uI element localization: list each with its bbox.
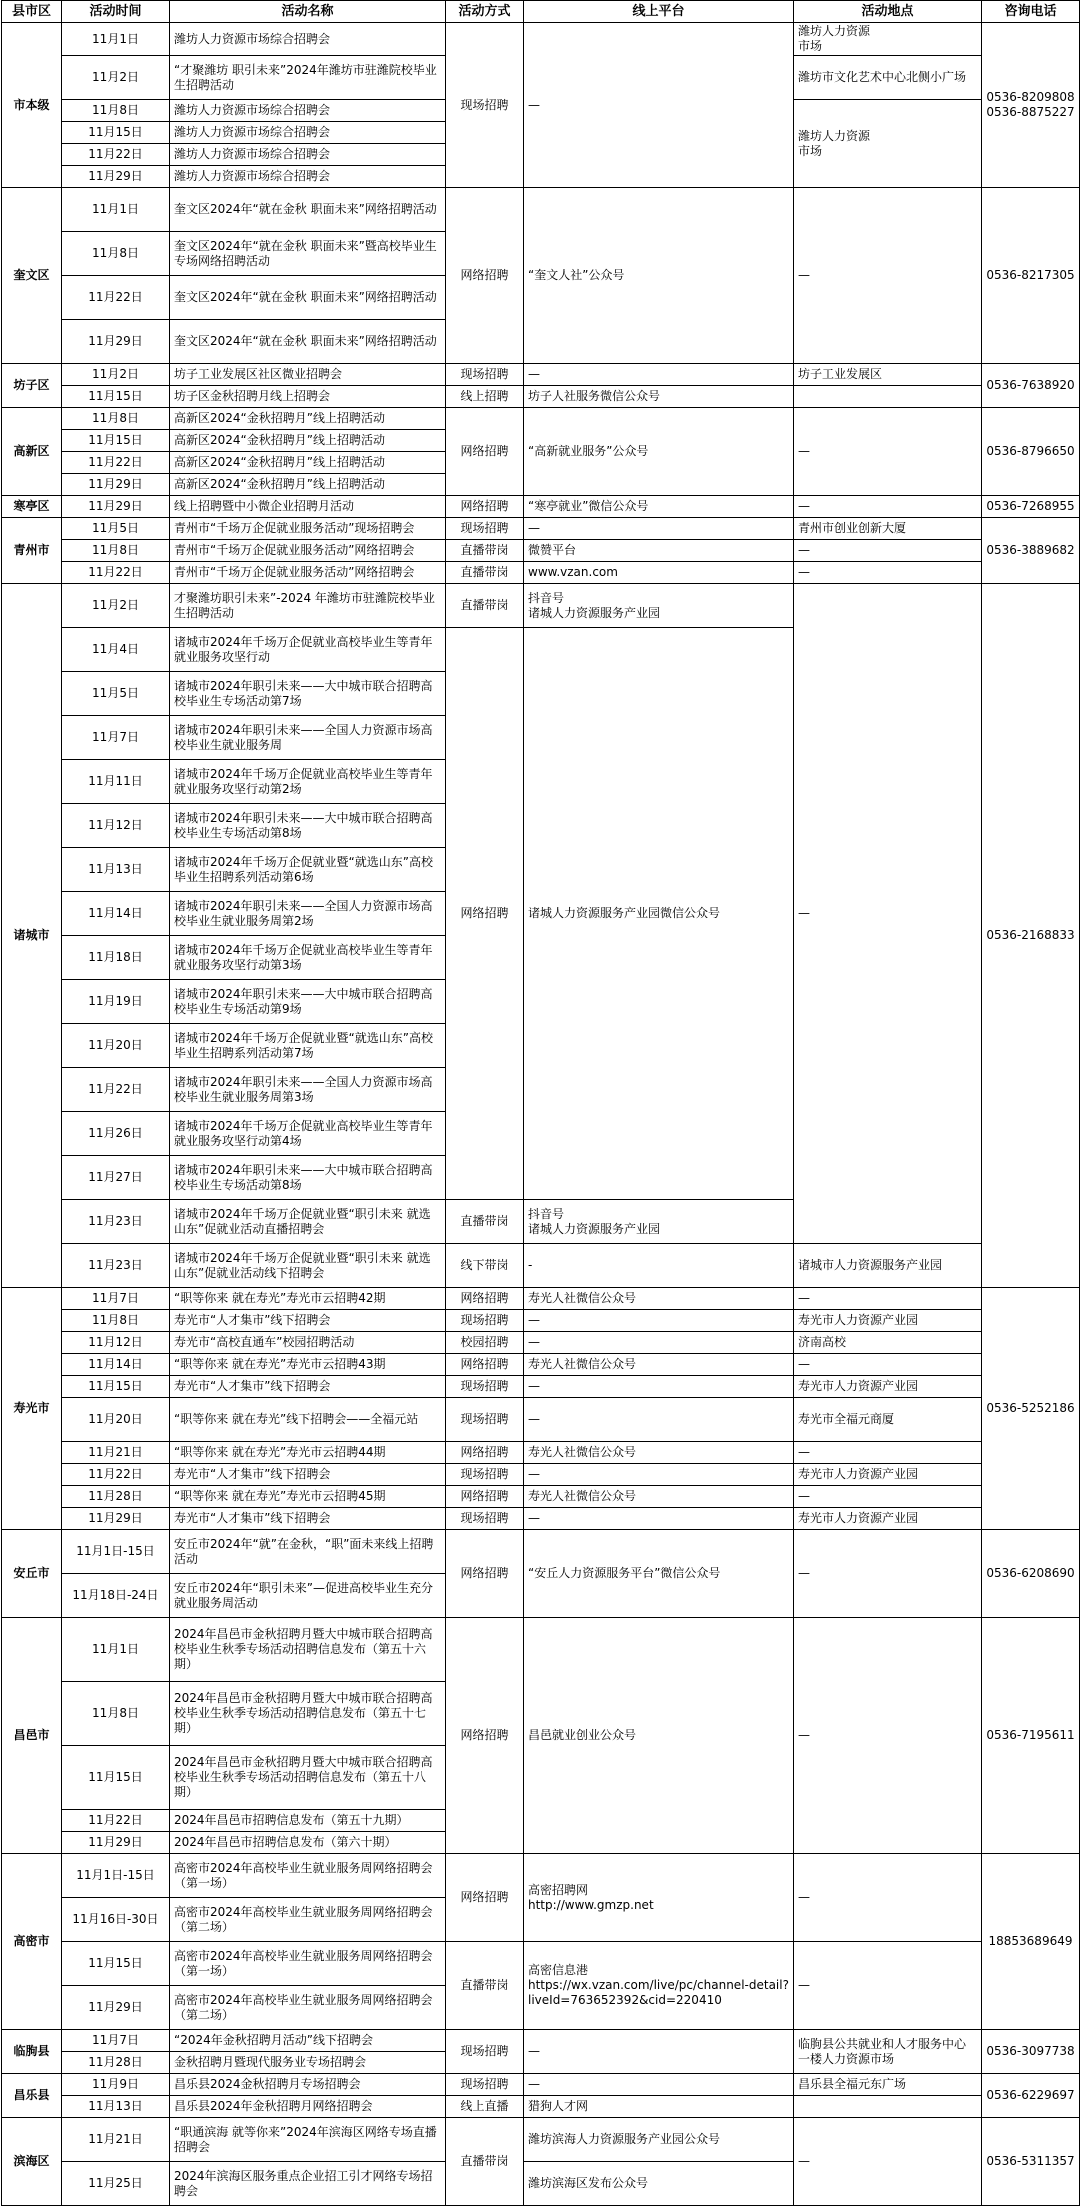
table-row [2, 584, 1080, 628]
date-cell: 11月15日 [62, 1376, 170, 1398]
name-cell: 潍坊人力资源市场综合招聘会 [170, 166, 446, 188]
name-cell: 才聚潍坊职引未来”-2024 年潍坊市驻潍院校毕业生招聘活动 [170, 584, 446, 628]
location-cell: — [794, 408, 982, 496]
date-cell: 11月7日 [62, 2030, 170, 2052]
name-cell: “职通滨海 就等你来”2024年滨海区网络专场直播招聘会 [170, 2118, 446, 2162]
name-cell: 诸城市2024年职引未来——全国人力资源市场高校毕业生就业服务周第2场 [170, 892, 446, 936]
mode-cell: 网络招聘 [446, 408, 524, 496]
mode-cell: 直播带岗 [446, 1942, 524, 2030]
date-cell: 11月29日 [62, 1986, 170, 2030]
name-cell: 坊子工业发展区社区微业招聘会 [170, 364, 446, 386]
name-cell: 诸城市2024年千场万企促就业高校毕业生等青年就业服务攻坚行动 [170, 628, 446, 672]
platform-cell: 抖音号 诸城人力资源服务产业园 [524, 584, 794, 628]
mode-cell: 网络招聘 [446, 1618, 524, 1854]
platform-cell: — [524, 1508, 794, 1530]
name-cell: 2024年昌邑市招聘信息发布（第五十九期） [170, 1810, 446, 1832]
county-cell: 青州市 [2, 518, 62, 584]
header-mode: 活动方式 [446, 1, 524, 23]
name-cell: 青州市“千场万企促就业服务活动”网络招聘会 [170, 540, 446, 562]
name-cell: 高新区2024“金秋招聘月”线上招聘活动 [170, 474, 446, 496]
name-cell: 2024年昌邑市招聘信息发布（第六十期） [170, 1832, 446, 1854]
mode-cell: 线下带岗 [446, 1244, 524, 1288]
location-cell: — [794, 1288, 982, 1310]
table-row [2, 496, 1080, 518]
date-cell: 11月1日 [62, 188, 170, 232]
phone-cell: 0536-8217305 [982, 188, 1080, 364]
mode-cell: 直播带岗 [446, 562, 524, 584]
platform-cell: — [524, 1310, 794, 1332]
mode-cell: 现场招聘 [446, 1508, 524, 1530]
location-cell: 寿光市人力资源产业园 [794, 1310, 982, 1332]
platform-cell: 高密信息港 https://wx.vzan.com/live/pc/channel-detail?liveId=763652392&cid=220410 [524, 1942, 794, 2030]
name-cell: 寿光市“人才集市”线下招聘会 [170, 1376, 446, 1398]
date-cell: 11月2日 [62, 364, 170, 386]
date-cell: 11月22日 [62, 1464, 170, 1486]
mode-cell: 网络招聘 [446, 1354, 524, 1376]
name-cell: 2024年滨海区服务重点企业招工引才网络专场招聘会 [170, 2162, 446, 2206]
location-cell: 寿光市人力资源产业园 [794, 1464, 982, 1486]
table-row [2, 2096, 1080, 2118]
job-fair-table [1, 0, 1080, 2206]
phone-cell: 0536-7268955 [982, 496, 1080, 518]
location-cell: — [794, 1442, 982, 1464]
mode-cell: 直播带岗 [446, 584, 524, 628]
date-cell: 11月13日 [62, 848, 170, 892]
platform-cell: 坊子人社服务微信公众号 [524, 386, 794, 408]
platform-cell: 微赞平台 [524, 540, 794, 562]
table-row [2, 1442, 1080, 1464]
location-cell: — [794, 188, 982, 364]
mode-cell: 现场招聘 [446, 1398, 524, 1442]
name-cell: 潍坊人力资源市场综合招聘会 [170, 23, 446, 56]
phone-cell: 0536-5311357 [982, 2118, 1080, 2206]
date-cell: 11月8日 [62, 1310, 170, 1332]
name-cell: 高新区2024“金秋招聘月”线上招聘活动 [170, 430, 446, 452]
date-cell: 11月22日 [62, 276, 170, 320]
date-cell: 11月26日 [62, 1112, 170, 1156]
date-cell: 11月8日 [62, 1682, 170, 1746]
mode-cell: 网络招聘 [446, 188, 524, 364]
phone-cell: 0536-6208690 [982, 1530, 1080, 1618]
county-cell: 高密市 [2, 1854, 62, 2030]
platform-cell: — [524, 364, 794, 386]
platform-cell: www.vzan.com [524, 562, 794, 584]
name-cell: “职等你来 就在寿光”寿光市云招聘43期 [170, 1354, 446, 1376]
date-cell: 11月22日 [62, 452, 170, 474]
county-cell: 寒亭区 [2, 496, 62, 518]
name-cell: 奎文区2024年“就在金秋 职面未来”网络招聘活动 [170, 320, 446, 364]
name-cell: 诸城市2024年千场万企促就业暨“就选山东”高校毕业生招聘系列活动第7场 [170, 1024, 446, 1068]
platform-cell: — [524, 1464, 794, 1486]
mode-cell: 现场招聘 [446, 518, 524, 540]
name-cell: “才聚潍坊 职引未来”2024年潍坊市驻潍院校毕业生招聘活动 [170, 56, 446, 100]
name-cell: 青州市“千场万企促就业服务活动”网络招聘会 [170, 562, 446, 584]
table-row [2, 1618, 1080, 1682]
platform-cell: — [524, 1398, 794, 1442]
date-cell: 11月15日 [62, 430, 170, 452]
date-cell: 11月16日-30日 [62, 1898, 170, 1942]
date-cell: 11月18日 [62, 936, 170, 980]
date-cell: 11月25日 [62, 2162, 170, 2206]
location-cell: 诸城市人力资源服务产业园 [794, 1244, 982, 1288]
date-cell: 11月12日 [62, 804, 170, 848]
table-row [2, 2030, 1080, 2052]
date-cell: 11月12日 [62, 1332, 170, 1354]
location-cell [794, 2096, 982, 2118]
mode-cell: 现场招聘 [446, 1464, 524, 1486]
date-cell: 11月1日-15日 [62, 1854, 170, 1898]
mode-cell: 现场招聘 [446, 1310, 524, 1332]
location-cell: — [794, 540, 982, 562]
date-cell: 11月8日 [62, 100, 170, 122]
mode-cell: 网络招聘 [446, 496, 524, 518]
date-cell: 11月15日 [62, 1942, 170, 1986]
date-cell: 11月28日 [62, 2052, 170, 2074]
name-cell: 高密市2024年高校毕业生就业服务周网络招聘会（第一场） [170, 1854, 446, 1898]
date-cell: 11月7日 [62, 1288, 170, 1310]
mode-cell: 网络招聘 [446, 1288, 524, 1310]
date-cell: 11月27日 [62, 1156, 170, 1200]
name-cell: 高新区2024“金秋招聘月”线上招聘活动 [170, 408, 446, 430]
platform-cell: - [524, 1244, 794, 1288]
table-row [2, 1508, 1080, 1530]
mode-cell: 直播带岗 [446, 1200, 524, 1244]
date-cell: 11月1日-15日 [62, 1530, 170, 1574]
date-cell: 11月29日 [62, 474, 170, 496]
header-location: 活动地点 [794, 1, 982, 23]
location-cell: 济南高校 [794, 1332, 982, 1354]
table-row [2, 1486, 1080, 1508]
date-cell: 11月2日 [62, 56, 170, 100]
name-cell: “职等你来 就在寿光”寿光市云招聘45期 [170, 1486, 446, 1508]
location-cell: — [794, 1942, 982, 2030]
location-cell: — [794, 1354, 982, 1376]
location-cell: 寿光市人力资源产业园 [794, 1508, 982, 1530]
table-row [2, 1530, 1080, 1574]
table-row [2, 1398, 1080, 1442]
name-cell: 潍坊人力资源市场综合招聘会 [170, 100, 446, 122]
date-cell: 11月22日 [62, 144, 170, 166]
date-cell: 11月29日 [62, 496, 170, 518]
location-cell: 潍坊人力资源 市场 [794, 23, 982, 56]
table-row [2, 408, 1080, 430]
location-cell: 临朐县公共就业和人才服务中心一楼人力资源市场 [794, 2030, 982, 2074]
name-cell: 寿光市“人才集市”线下招聘会 [170, 1464, 446, 1486]
name-cell: 奎文区2024年“就在金秋 职面未来”暨高校毕业生专场网络招聘活动 [170, 232, 446, 276]
date-cell: 11月8日 [62, 540, 170, 562]
phone-cell: 0536-6229697 [982, 2074, 1080, 2118]
name-cell: “职等你来 就在寿光”寿光市云招聘42期 [170, 1288, 446, 1310]
name-cell: 诸城市2024年职引未来——大中城市联合招聘高校毕业生专场活动第9场 [170, 980, 446, 1024]
name-cell: 诸城市2024年千场万企促就业暨“就选山东”高校毕业生招聘系列活动第6场 [170, 848, 446, 892]
name-cell: 诸城市2024年千场万企促就业高校毕业生等青年就业服务攻坚行动第3场 [170, 936, 446, 980]
location-cell: 寿光市人力资源产业园 [794, 1376, 982, 1398]
name-cell: “职等你来 就在寿光”线下招聘会——全福元站 [170, 1398, 446, 1442]
location-cell: 潍坊市文化艺术中心北侧小广场 [794, 56, 982, 100]
mode-cell: 现场招聘 [446, 23, 524, 188]
location-cell [794, 386, 982, 408]
location-cell: — [794, 2118, 982, 2206]
location-cell: — [794, 562, 982, 584]
name-cell: 线上招聘暨中小微企业招聘月活动 [170, 496, 446, 518]
table-row [2, 1464, 1080, 1486]
name-cell: 奎文区2024年“就在金秋 职面未来”网络招聘活动 [170, 188, 446, 232]
date-cell: 11月15日 [62, 386, 170, 408]
phone-cell: 0536-3097738 [982, 2030, 1080, 2074]
date-cell: 11月11日 [62, 760, 170, 804]
mode-cell: 网络招聘 [446, 1854, 524, 1942]
county-cell: 坊子区 [2, 364, 62, 408]
table-row [2, 23, 1080, 56]
location-cell: 青州市创业创新大厦 [794, 518, 982, 540]
platform-cell: 潍坊滨海区发布公众号 [524, 2162, 794, 2206]
name-cell: “职等你来 就在寿光”寿光市云招聘44期 [170, 1442, 446, 1464]
name-cell: 诸城市2024年职引未来——大中城市联合招聘高校毕业生专场活动第7场 [170, 672, 446, 716]
name-cell: 2024年昌邑市金秋招聘月暨大中城市联合招聘高校毕业生秋季专场活动招聘信息发布（第五十六期） [170, 1618, 446, 1682]
header-row [2, 1, 1080, 23]
platform-cell: 高密招聘网 http://www.gmzp.net [524, 1854, 794, 1942]
date-cell: 11月8日 [62, 232, 170, 276]
location-cell: — [794, 1530, 982, 1618]
platform-cell: — [524, 1332, 794, 1354]
name-cell: 青州市“千场万企促就业服务活动”现场招聘会 [170, 518, 446, 540]
mode-cell: 网络招聘 [446, 1486, 524, 1508]
county-cell: 高新区 [2, 408, 62, 496]
platform-cell: — [524, 2074, 794, 2096]
date-cell: 11月29日 [62, 320, 170, 364]
date-cell: 11月1日 [62, 23, 170, 56]
platform-cell: “高新就业服务”公众号 [524, 408, 794, 496]
table-row [2, 562, 1080, 584]
location-cell: 坊子工业发展区 [794, 364, 982, 386]
date-cell: 11月13日 [62, 2096, 170, 2118]
name-cell: 2024年昌邑市金秋招聘月暨大中城市联合招聘高校毕业生秋季专场活动招聘信息发布（第五十八期） [170, 1746, 446, 1810]
date-cell: 11月29日 [62, 1508, 170, 1530]
name-cell: 安丘市2024年“职引未来”—促进高校毕业生充分就业服务周活动 [170, 1574, 446, 1618]
phone-cell: 18853689649 [982, 1854, 1080, 2030]
table-row [2, 1310, 1080, 1332]
date-cell: 11月19日 [62, 980, 170, 1024]
date-cell: 11月20日 [62, 1398, 170, 1442]
date-cell: 11月22日 [62, 1068, 170, 1112]
county-cell: 临朐县 [2, 2030, 62, 2074]
date-cell: 11月15日 [62, 1746, 170, 1810]
name-cell: 诸城市2024年职引未来——大中城市联合招聘高校毕业生专场活动第8场 [170, 804, 446, 848]
platform-cell: — [524, 23, 794, 188]
county-cell: 奎文区 [2, 188, 62, 364]
table-row [2, 1332, 1080, 1354]
mode-cell: 校园招聘 [446, 1332, 524, 1354]
table-row [2, 2118, 1080, 2162]
name-cell: 奎文区2024年“就在金秋 职面未来”网络招聘活动 [170, 276, 446, 320]
header-name: 活动名称 [170, 1, 446, 23]
platform-cell: 昌邑就业创业公众号 [524, 1618, 794, 1854]
county-cell: 诸城市 [2, 584, 62, 1288]
date-cell: 11月7日 [62, 716, 170, 760]
platform-cell: — [524, 518, 794, 540]
header-date: 活动时间 [62, 1, 170, 23]
table-row [2, 518, 1080, 540]
table-row [2, 386, 1080, 408]
platform-cell: 诸城人力资源服务产业园微信公众号 [524, 628, 794, 1200]
location-cell: — [794, 1618, 982, 1854]
name-cell: 高新区2024“金秋招聘月”线上招聘活动 [170, 452, 446, 474]
table-row [2, 1376, 1080, 1398]
date-cell: 11月9日 [62, 2074, 170, 2096]
platform-cell: 寿光人社微信公众号 [524, 1288, 794, 1310]
date-cell: 11月22日 [62, 562, 170, 584]
county-cell: 寿光市 [2, 1288, 62, 1530]
mode-cell: 线上招聘 [446, 386, 524, 408]
name-cell: 诸城市2024年千场万企促就业高校毕业生等青年就业服务攻坚行动第2场 [170, 760, 446, 804]
header-platform: 线上平台 [524, 1, 794, 23]
date-cell: 11月21日 [62, 2118, 170, 2162]
table-row [2, 540, 1080, 562]
name-cell: 高密市2024年高校毕业生就业服务周网络招聘会（第二场） [170, 1986, 446, 2030]
phone-cell: 0536-3889682 [982, 518, 1080, 584]
date-cell: 11月14日 [62, 1354, 170, 1376]
name-cell: 金秋招聘月暨现代服务业专场招聘会 [170, 2052, 446, 2074]
location-cell: 潍坊人力资源 市场 [794, 100, 982, 188]
name-cell: 寿光市“人才集市”线下招聘会 [170, 1508, 446, 1530]
date-cell: 11月14日 [62, 892, 170, 936]
table-row [2, 1244, 1080, 1288]
platform-cell: 抖音号 诸城人力资源服务产业园 [524, 1200, 794, 1244]
platform-cell: — [524, 2030, 794, 2074]
location-cell: — [794, 584, 982, 1244]
location-cell: 寿光市全福元商厦 [794, 1398, 982, 1442]
name-cell: 诸城市2024年千场万企促就业暨“职引未来 就选山东”促就业活动直播招聘会 [170, 1200, 446, 1244]
phone-cell: 0536-8796650 [982, 408, 1080, 496]
name-cell: 坊子区金秋招聘月线上招聘会 [170, 386, 446, 408]
county-cell: 昌乐县 [2, 2074, 62, 2118]
phone-cell: 0536-7195611 [982, 1618, 1080, 1854]
county-cell: 滨海区 [2, 2118, 62, 2206]
name-cell: 2024年昌邑市金秋招聘月暨大中城市联合招聘高校毕业生秋季专场活动招聘信息发布（第五十七期） [170, 1682, 446, 1746]
phone-cell: 0536-8209808 0536-8875227 [982, 23, 1080, 188]
platform-cell: “奎文人社”公众号 [524, 188, 794, 364]
date-cell: 11月23日 [62, 1244, 170, 1288]
name-cell: 安丘市2024年“就”在金秋，“职”面未来线上招聘活动 [170, 1530, 446, 1574]
date-cell: 11月5日 [62, 672, 170, 716]
mode-cell: 网络招聘 [446, 1442, 524, 1464]
date-cell: 11月29日 [62, 166, 170, 188]
table-row [2, 1854, 1080, 1898]
header-county: 县市区 [2, 1, 62, 23]
platform-cell: “安丘人力资源服务平台”微信公众号 [524, 1530, 794, 1618]
mode-cell: 现场招聘 [446, 364, 524, 386]
name-cell: 高密市2024年高校毕业生就业服务周网络招聘会（第二场） [170, 1898, 446, 1942]
date-cell: 11月8日 [62, 408, 170, 430]
name-cell: 寿光市“高校直通车”校园招聘活动 [170, 1332, 446, 1354]
mode-cell: 现场招聘 [446, 2074, 524, 2096]
table-row [2, 1354, 1080, 1376]
date-cell: 11月4日 [62, 628, 170, 672]
county-cell: 市本级 [2, 23, 62, 188]
date-cell: 11月29日 [62, 1832, 170, 1854]
date-cell: 11月28日 [62, 1486, 170, 1508]
location-cell: 昌乐县全福元东广场 [794, 2074, 982, 2096]
table-row [2, 1288, 1080, 1310]
date-cell: 11月1日 [62, 1618, 170, 1682]
mode-cell: 网络招聘 [446, 628, 524, 1200]
platform-cell: 寿光人社微信公众号 [524, 1486, 794, 1508]
header-phone: 咨询电话 [982, 1, 1080, 23]
location-cell: — [794, 1486, 982, 1508]
name-cell: 潍坊人力资源市场综合招聘会 [170, 144, 446, 166]
date-cell: 11月20日 [62, 1024, 170, 1068]
name-cell: 诸城市2024年职引未来——大中城市联合招聘高校毕业生专场活动第8场 [170, 1156, 446, 1200]
mode-cell: 直播带岗 [446, 540, 524, 562]
platform-cell: 寿光人社微信公众号 [524, 1442, 794, 1464]
location-cell: — [794, 1854, 982, 1942]
platform-cell: — [524, 1376, 794, 1398]
location-cell: — [794, 496, 982, 518]
date-cell: 11月23日 [62, 1200, 170, 1244]
name-cell: 诸城市2024年职引未来——全国人力资源市场高校毕业生就业服务周 [170, 716, 446, 760]
name-cell: 寿光市“人才集市”线下招聘会 [170, 1310, 446, 1332]
name-cell: 诸城市2024年千场万企促就业暨“职引未来 就选山东”促就业活动线下招聘会 [170, 1244, 446, 1288]
phone-cell: 0536-2168833 [982, 584, 1080, 1288]
name-cell: “2024年金秋招聘月活动”线下招聘会 [170, 2030, 446, 2052]
name-cell: 昌乐县2024金秋招聘月专场招聘会 [170, 2074, 446, 2096]
table-row [2, 2074, 1080, 2096]
date-cell: 11月21日 [62, 1442, 170, 1464]
name-cell: 诸城市2024年千场万企促就业高校毕业生等青年就业服务攻坚行动第4场 [170, 1112, 446, 1156]
county-cell: 安丘市 [2, 1530, 62, 1618]
table-row [2, 364, 1080, 386]
mode-cell: 网络招聘 [446, 1530, 524, 1618]
date-cell: 11月22日 [62, 1810, 170, 1832]
platform-cell: 寿光人社微信公众号 [524, 1354, 794, 1376]
platform-cell: 猎狗人才网 [524, 2096, 794, 2118]
mode-cell: 现场招聘 [446, 1376, 524, 1398]
mode-cell: 现场招聘 [446, 2030, 524, 2074]
date-cell: 11月18日-24日 [62, 1574, 170, 1618]
platform-cell: 潍坊滨海人力资源服务产业园公众号 [524, 2118, 794, 2162]
table-row [2, 1942, 1080, 1986]
name-cell: 高密市2024年高校毕业生就业服务周网络招聘会（第一场） [170, 1942, 446, 1986]
phone-cell: 0536-5252186 [982, 1288, 1080, 1530]
county-cell: 昌邑市 [2, 1618, 62, 1854]
date-cell: 11月2日 [62, 584, 170, 628]
name-cell: 潍坊人力资源市场综合招聘会 [170, 122, 446, 144]
name-cell: 昌乐县2024年金秋招聘月网络招聘会 [170, 2096, 446, 2118]
name-cell: 诸城市2024年职引未来——全国人力资源市场高校毕业生就业服务周第3场 [170, 1068, 446, 1112]
phone-cell: 0536-7638920 [982, 364, 1080, 408]
platform-cell: “寒亭就业”微信公众号 [524, 496, 794, 518]
mode-cell: 直播带岗 [446, 2118, 524, 2206]
date-cell: 11月15日 [62, 122, 170, 144]
table-row [2, 188, 1080, 232]
mode-cell: 线上直播 [446, 2096, 524, 2118]
date-cell: 11月5日 [62, 518, 170, 540]
